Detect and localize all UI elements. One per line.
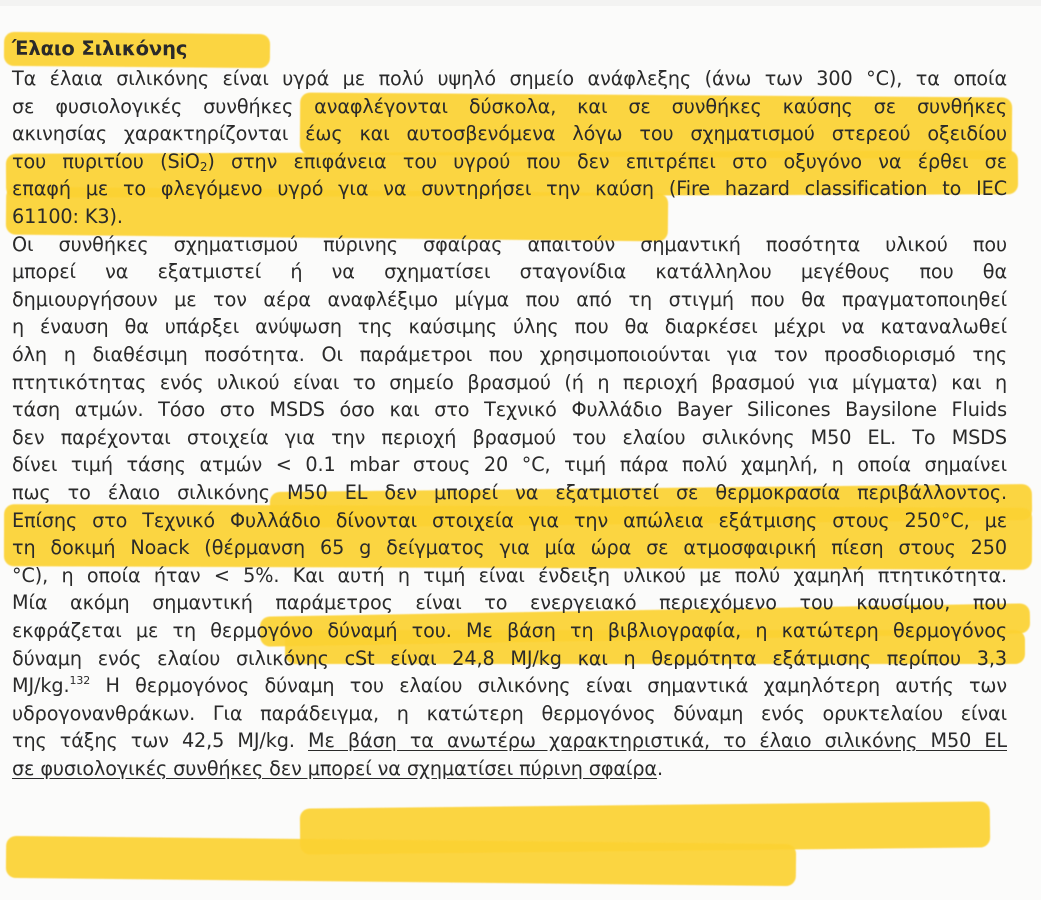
text-line [12, 148, 1007, 176]
text-segment: πως το έλαιο σιλικόνης M50 EL δεν μπορεί να εξατμιστεί σε θερμοκρασία περιβάλλοντος. [12, 481, 1007, 504]
text-segment: . [656, 757, 663, 780]
text-line [12, 231, 1007, 259]
text-line [12, 617, 1007, 645]
text-segment: τη δοκιμή Noack (θέρμανση 65 g δείγματος για μία ώρα σε ατμοσφαιρική πίεση στους 250 [12, 536, 1007, 560]
text-line [12, 286, 1007, 314]
text-segment: Με βάση τα ανωτέρω χαρακτηριστικά, το έλαιο σιλικόνης M50 EL [308, 729, 1007, 753]
text-line [12, 258, 1007, 286]
text-segment: δημιουργήσουν με τον αέρα αναφλέξιμο μίγμα που από τη στιγμή που θα πραγματοποιηθεί [12, 287, 1007, 311]
text-segment: πτητικότητας ενός υλικού είναι το σημείο βρασμού (ή η περιοχή βρασμού για μίγματα) και η [12, 370, 1007, 394]
text-segment: υδρογονανθράκων. Για παράδειγμα, η κατώτερη θερμογόνος δύναμη ενός ορυκτελαίου είναι [12, 701, 1007, 725]
footnote-ref: 132 [69, 674, 91, 688]
text-segment: (Fire hazard classification to IEC [654, 177, 1007, 201]
text-segment: μπορεί να εξατμιστεί ή να σχηματίσει σταγονίδια κατάλληλου μεγέθους που θα [12, 260, 1007, 284]
text-line [12, 562, 1007, 590]
text-line [12, 755, 1007, 783]
text-line [12, 507, 1007, 535]
text-segment: Μία ακόμη σημαντική παράμετρος είναι το ενεργειακό περιεχόμενο του καυσίμου, που [12, 591, 1007, 615]
text-line [12, 65, 1007, 93]
text-line [12, 120, 1007, 148]
text-line [12, 451, 1007, 479]
text-segment: αναφλέγονται δύσκολα, και σε συνθήκες καύσης σε συνθήκες [314, 94, 1008, 118]
text-segment: επαφή με το φλεγόμενο υγρό για να συντηρήσει την καύση [12, 177, 654, 201]
text-segment: σε φυσιολογικές συνθήκες [12, 94, 315, 118]
text-segment: δεν παρέχονται στοιχεία για την περιοχή βρασμού του ελαίου σιλικόνης M50 EL. Το MSDS [12, 425, 1007, 449]
text-segment: δύναμη ενός ελαίου σιλικόνης cSt είναι 24,8 MJ/kg και η θερμότητα εξάτμισης περίπου 3,3 [12, 646, 1007, 670]
text-line [12, 645, 1007, 673]
text-line [12, 589, 1007, 617]
highlight-conclusion-2 [6, 836, 796, 886]
subscript: 2 [199, 159, 208, 174]
text-line [12, 700, 1007, 728]
text-segment: ) στην επιφάνεια του υγρού που δεν επιτρέπει στο οξυγόνο να έρθει σε [207, 149, 1008, 173]
text-segment: εκφράζεται με τη θερμογόνο δύναμή του. Με βάση τη βιβλιογραφία, η κατώτερη θερμογόνος [12, 619, 1007, 642]
text-segment: τάση ατμών. Τόσο στο MSDS όσο και στο Τεχνικό Φυλλάδιο Bayer Silicones Baysilone Fluids [12, 398, 1007, 422]
text-line [12, 396, 1007, 424]
text-line [12, 534, 1007, 562]
text-segment: Οι συνθήκες σχηματισμού πύρινης σφαίρας απαιτούν σημαντική ποσότητα υλικού που [12, 232, 1007, 256]
text-line [12, 313, 1007, 341]
text-segment: Η θερμογόνος δύναμη του ελαίου σιλικόνης είναι σημαντικά χαμηλότερη αυτής των [90, 674, 1007, 698]
text-line [12, 479, 1007, 507]
text-line [12, 93, 1007, 121]
previous-text-remnant [0, 0, 1041, 6]
text-line [12, 369, 1007, 397]
text-segment: η έναυση θα υπάρξει ανύψωση της καύσιμης ύλης που θα διαρκέσει μέχρι να καταναλωθεί [12, 315, 1007, 339]
text-segment: της τάξης των 42,5 MJ/kg. [12, 729, 309, 753]
text-segment: Και αυτή η τιμή είναι ένδειξη υλικού με πολύ χαμηλή πτητικότητα. [292, 563, 1007, 587]
text-segment: του πυριτίου (SiO [12, 149, 200, 173]
text-line [12, 175, 1007, 203]
text-segment: °C), η οποία ήταν < 5%. [12, 563, 293, 587]
text-segment: ακινησίας χαρακτηρίζονται έως και αυτοσβενόμενα λόγω του σχηματισμού στερεού οξειδίου [12, 122, 1007, 146]
text-line [12, 727, 1007, 755]
text-line [12, 203, 1007, 231]
text-segment: δίνει τιμή τάσης ατμών < 0.1 mbar στους 20 °C, τιμή πάρα πολύ χαμηλή, η οποία σημαίνει [12, 453, 1007, 477]
text-line [12, 672, 1007, 700]
text-line [12, 424, 1007, 452]
text-line [12, 341, 1007, 369]
section-heading: Έλαιο Σιλικόνης [12, 37, 188, 60]
text-segment: σε φυσιολογικές συνθήκες δεν μπορεί να σχηματίσει πύρινη σφαίρα [12, 757, 657, 780]
text-segment: Επίσης στο Τεχνικό Φυλλάδιο δίνονται στοιχεία για την απώλεια εξάτμισης στους 250°C, με [12, 508, 1007, 532]
text-segment: MJ/kg. [12, 674, 70, 698]
text-segment: όλη η διαθέσιμη ποσότητα. Οι παράμετροι που χρησιμοποιούνται για τον προσδιορισμό της [12, 343, 1007, 366]
text-segment: Τα έλαια σιλικόνης είναι υγρά με πολύ υψηλό σημείο ανάφλεξης (άνω των 300 °C), τα οποία [12, 67, 1007, 90]
text-segment: 61100: K3). [12, 205, 123, 228]
